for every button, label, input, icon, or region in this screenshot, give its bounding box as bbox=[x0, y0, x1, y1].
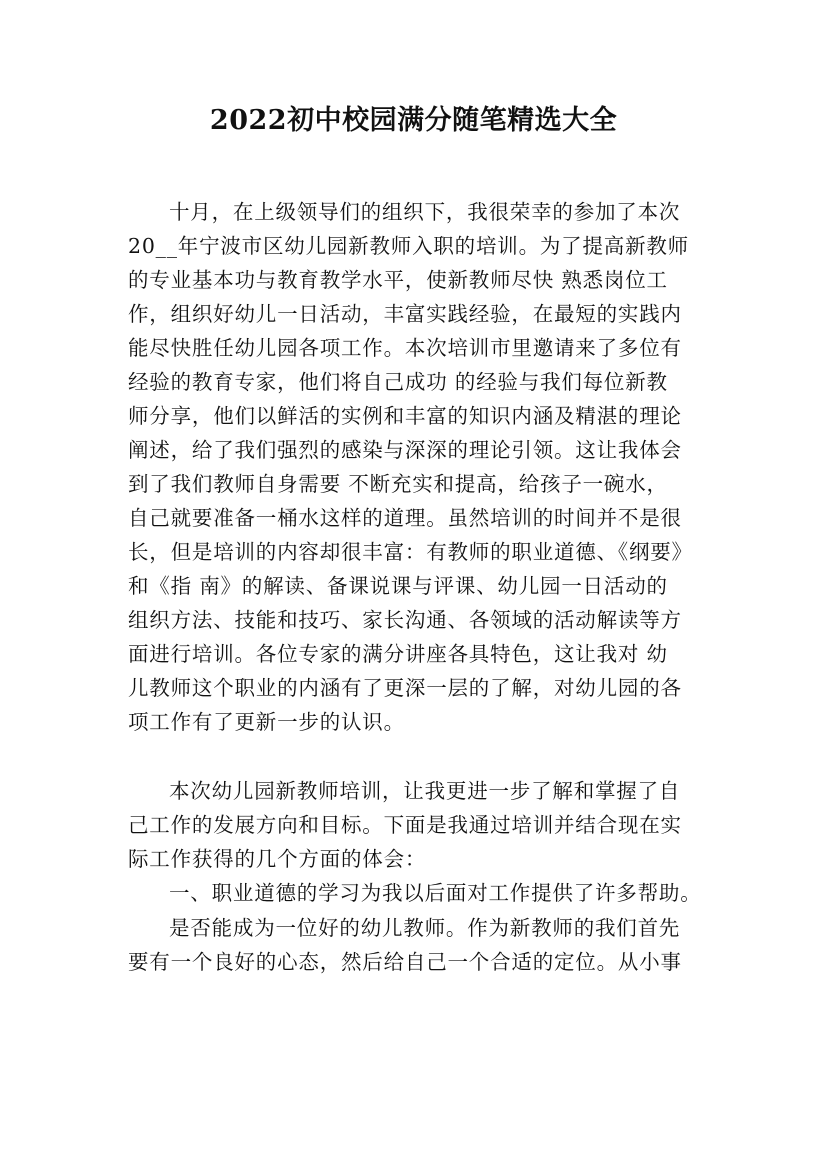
paragraph-2-line-2: 己工作的发展方向和目标。下面是我通过培训并结合现在实 bbox=[128, 813, 682, 837]
paragraph-1-line-12: 和《指 南》的解读、备课说课与评课、幼儿园一日活动的 bbox=[128, 574, 668, 598]
paragraph-2-line-3: 际工作获得的几个方面的体会： bbox=[128, 847, 427, 871]
paragraph-1-line-3: 的专业基本功与教育教学水平，使新教师尽快 熟悉岗位工 bbox=[128, 268, 668, 292]
section-heading-1: 一、职业道德的学习为我以后面对工作提供了许多帮助。 bbox=[169, 881, 702, 905]
paragraph-1-line-16: 项工作有了更新一步的认识。 bbox=[128, 710, 405, 734]
paragraph-1-line-11: 长，但是培训的内容却很丰富：有教师的职业道德、《纲要》 bbox=[128, 540, 693, 564]
paragraph-3-line-2: 要有一个良好的心态，然后给自己一个合适的定位。从小事 bbox=[128, 950, 682, 974]
paragraph-1-line-7: 师分享，他们以鲜活的实例和丰富的知识内涵及精湛的理论 bbox=[128, 404, 682, 428]
paragraph-1-line-1: 十月，在上级领导们的组织下，我很荣幸的参加了本次 bbox=[169, 200, 681, 224]
paragraph-1-line-4: 作，组织好幼儿一日活动，丰富实践经验，在最短的实践内 bbox=[128, 302, 682, 326]
paragraph-1-line-2: 20__年宁波市区幼儿园新教师入职的培训。为了提高新教师 bbox=[128, 234, 689, 258]
paragraph-1-line-8: 阐述，给了我们强烈的感染与深深的理论引领。这让我体会 bbox=[128, 438, 682, 462]
paragraph-1-line-13: 组织方法、技能和技巧、家长沟通、各领域的活动解读等方 bbox=[128, 608, 682, 632]
paragraph-1-line-6: 经验的教育专家，他们将自己成功 的经验与我们每位新教 bbox=[128, 370, 668, 394]
paragraph-1-line-10: 自己就要准备一桶水这样的道理。虽然培训的时间并不是很 bbox=[128, 506, 682, 530]
paragraph-1-line-5: 能尽快胜任幼儿园各项工作。本次培训市里邀请来了多位有 bbox=[128, 336, 682, 360]
page-title: 2022初中校园满分随笔精选大全 bbox=[209, 105, 618, 136]
paragraph-1-line-14: 面进行培训。各位专家的满分讲座各具特色，这让我对 幼 bbox=[128, 642, 668, 666]
paragraph-2-line-1: 本次幼儿园新教师培训，让我更进一步了解和掌握了自 bbox=[169, 779, 681, 803]
paragraph-1-line-9: 到了我们教师自身需要 不断充实和提高，给孩子一碗水， bbox=[128, 472, 668, 496]
paragraph-1-line-15: 儿教师这个职业的内涵有了更深一层的了解，对幼儿园的各 bbox=[128, 676, 682, 700]
paragraph-3-line-1: 是否能成为一位好的幼儿教师。作为新教师的我们首先 bbox=[169, 916, 681, 940]
